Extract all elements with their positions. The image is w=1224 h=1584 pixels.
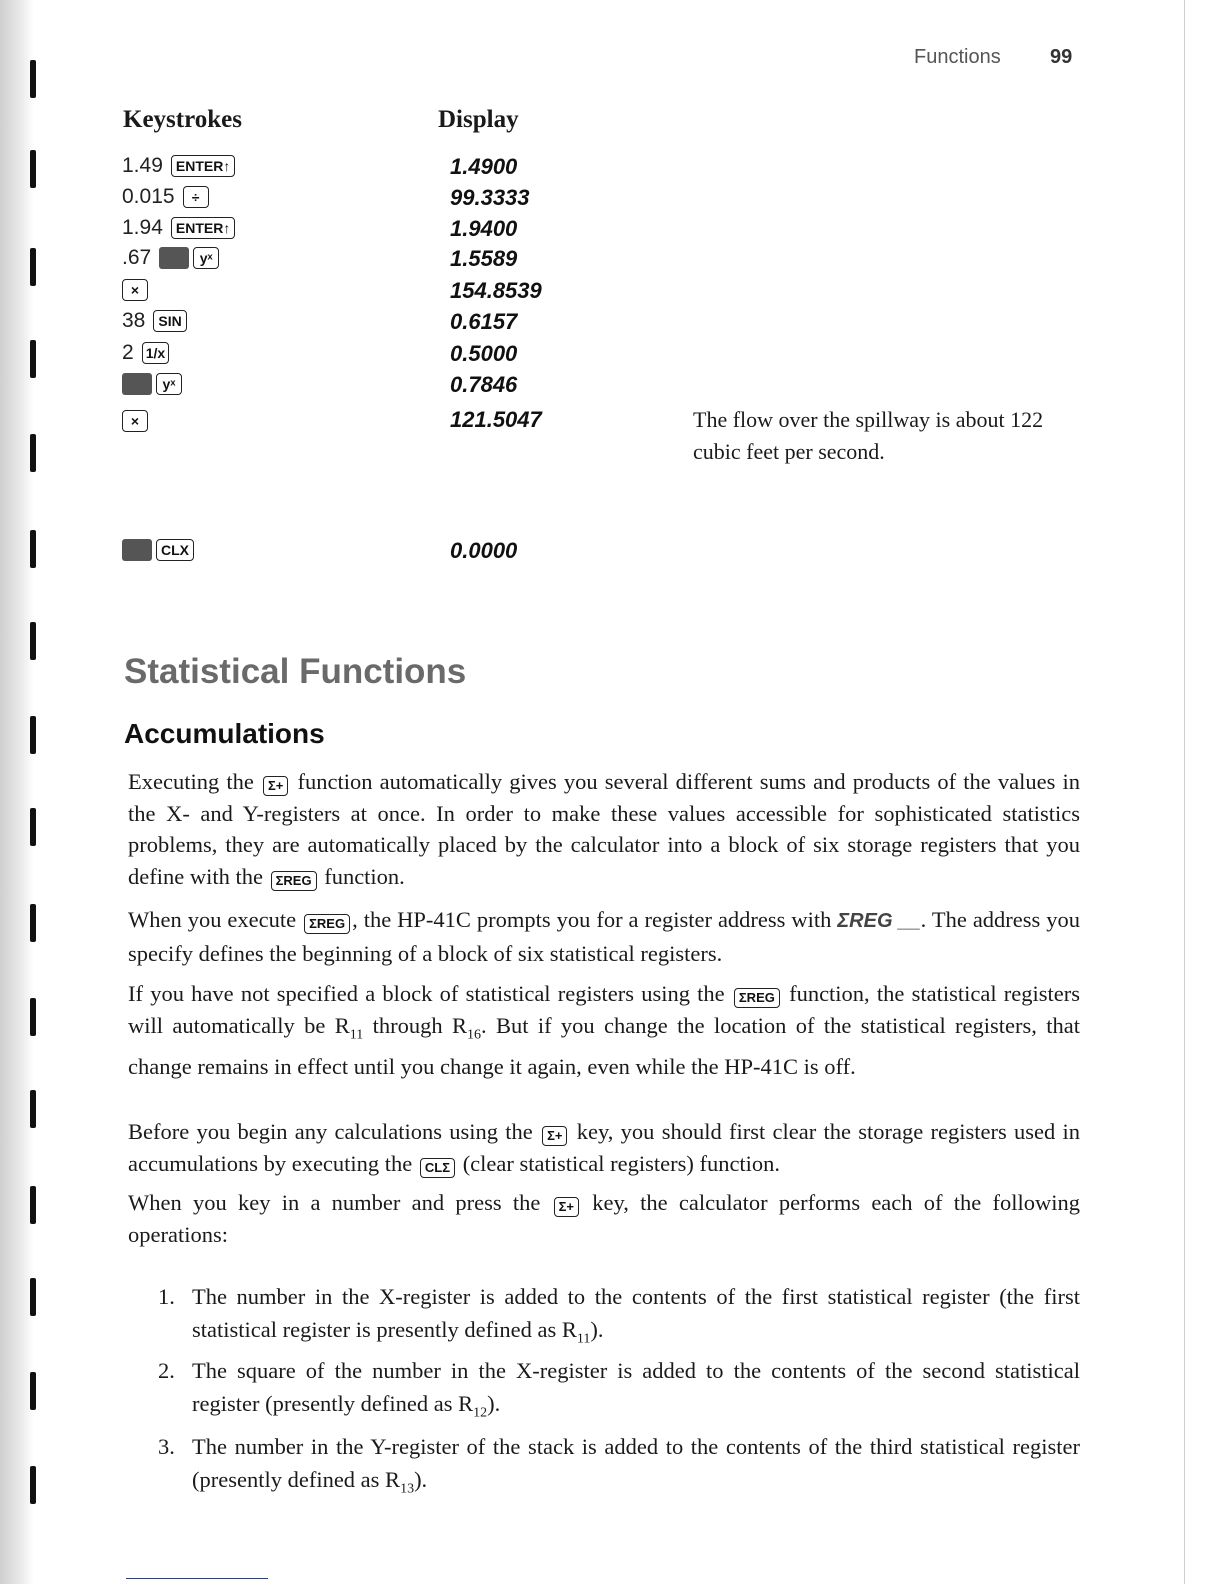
sin-key: SIN <box>153 310 186 332</box>
display-value: 0.0000 <box>450 538 518 563</box>
keystroke-row <box>122 214 239 242</box>
divide-key: ÷ <box>183 186 209 208</box>
display-value: 0.6157 <box>450 309 518 334</box>
text: . The address you specify defines the beginning of a block of six statistical registers. <box>128 907 1081 966</box>
display-heading: Display <box>438 106 519 133</box>
text: ). <box>487 1391 501 1416</box>
binding-hole <box>30 1372 36 1410</box>
text: If you have not specified a block of statistical registers using the <box>128 981 725 1006</box>
display-value: 154.8539 <box>450 278 542 303</box>
text: key, you should first clear the storage registers used in accumulations by executing the <box>128 1119 1080 1176</box>
display-value: 1.4900 <box>450 154 518 179</box>
text: When you execute <box>128 907 297 932</box>
clx-key: CLX <box>156 539 194 561</box>
text: Before you begin any calculations using the <box>128 1119 533 1144</box>
subscript: 12 <box>473 1405 488 1421</box>
sigma-plus-key: Σ+ <box>263 776 288 796</box>
multiply-key: × <box>122 410 148 432</box>
binding-hole <box>30 808 36 846</box>
display-value: 0.5000 <box>450 341 518 366</box>
subscript: 11 <box>576 1331 591 1347</box>
keystroke-number: .67 <box>122 246 152 269</box>
subsection-title: Accumulations <box>124 718 325 749</box>
display-value: 99.3333 <box>450 185 530 210</box>
list-item <box>158 1430 1080 1506</box>
binding-hole <box>30 1278 36 1316</box>
keystroke-row <box>122 307 191 335</box>
list-item <box>158 1354 1080 1430</box>
list-text <box>192 1354 1080 1430</box>
paragraph <box>128 1116 1080 1179</box>
clear-sigma-key: CLΣ <box>420 1158 455 1178</box>
binding-hole <box>30 340 36 378</box>
keystroke-number: 1.94 <box>122 216 163 239</box>
subscript: 13 <box>400 1481 415 1497</box>
display-value: 121.5047 <box>450 407 542 432</box>
shift-key-icon <box>122 539 152 561</box>
text: (clear statistical registers) function. <box>462 1150 781 1176</box>
text: The square of the number in the X-register is added to the contents of the second statistical register (presently defined as R <box>192 1358 1080 1416</box>
keystroke-row <box>122 152 239 180</box>
y-power-x-key: yˣ <box>193 247 219 269</box>
section-title: Statistical Functions <box>124 652 467 691</box>
binding-hole <box>30 622 36 660</box>
text: The number in the Y-register of the stack is added to the contents of the third statistical register (presently defined as R <box>192 1434 1080 1492</box>
text: through R <box>363 1012 467 1038</box>
keystroke-row <box>122 370 186 398</box>
list-text <box>192 1280 1080 1356</box>
paragraph <box>128 766 1080 892</box>
binding-hole <box>30 434 36 472</box>
y-power-x-key: yˣ <box>156 373 182 395</box>
keystroke-number: 0.015 <box>122 185 175 208</box>
text: function. <box>324 863 405 889</box>
text: ). <box>590 1317 604 1342</box>
text: Executing the <box>128 769 254 794</box>
list-number: 1. <box>158 1284 175 1309</box>
sigma-plus-key: Σ+ <box>542 1126 567 1146</box>
text: , the HP-41C prompts you for a register address with <box>352 907 832 932</box>
binding-hole <box>30 904 36 942</box>
paragraph <box>128 904 1080 969</box>
keystroke-row <box>122 276 152 304</box>
binding-hole <box>30 998 36 1036</box>
page-number: 99 <box>1050 46 1073 68</box>
paragraph <box>128 1187 1080 1250</box>
result-note: The flow over the spillway is about 122 cubic feet per second. <box>693 407 1044 464</box>
text: When you key in a number and press the <box>128 1190 541 1215</box>
text: function automatically gives you several different sums and products of the values in the X- and Y-registers at once. In order to make these values accessible for sophisticated statistics problems, they are automatically placed by the calculator into a block of six storage registers that you define with the <box>128 769 1081 889</box>
text: key, the calculator performs each of the following operations: <box>128 1190 1080 1247</box>
sigma-plus-key: Σ+ <box>554 1197 579 1217</box>
subscript: 16 <box>466 1027 481 1042</box>
enter-key: ENTER↑ <box>171 217 235 239</box>
text: function, the statistical registers will automatically be R <box>128 981 1081 1038</box>
running-head <box>914 46 1073 69</box>
multiply-key: × <box>122 279 148 301</box>
display-value: 0.7846 <box>450 372 518 397</box>
keystroke-row <box>122 339 173 367</box>
list-number: 2. <box>158 1358 175 1383</box>
binding-hole <box>30 1466 36 1504</box>
binding-hole <box>30 716 36 754</box>
keystroke-number: 38 <box>122 309 146 332</box>
paragraph <box>128 978 1080 1082</box>
keystroke-row <box>122 536 198 564</box>
sigma-reg-key: ΣREG <box>271 871 317 891</box>
footnote-rule <box>126 1578 268 1579</box>
shift-key-icon <box>159 247 189 269</box>
binding-hole <box>30 1186 36 1224</box>
keystrokes-heading: Keystrokes <box>123 106 242 133</box>
display-value: 1.9400 <box>450 216 518 241</box>
list-item <box>158 1280 1080 1356</box>
binding-hole <box>30 248 36 286</box>
shift-key-icon <box>122 373 152 395</box>
binding-hole <box>30 150 36 188</box>
page-edge <box>1184 0 1185 1584</box>
keystroke-row <box>122 244 223 272</box>
text: ). <box>414 1467 428 1492</box>
list-text <box>192 1430 1080 1506</box>
sigma-reg-prompt: ΣREG __ <box>837 910 921 932</box>
binding-hole <box>30 530 36 568</box>
keystroke-number: 1.49 <box>122 154 163 177</box>
sigma-reg-key: ΣREG <box>734 988 780 1008</box>
list-number: 3. <box>158 1434 175 1459</box>
binding-edge <box>0 0 34 1584</box>
subscript: 11 <box>349 1027 364 1042</box>
keystroke-number: 2 <box>122 341 134 364</box>
sigma-reg-key: ΣREG <box>304 914 350 934</box>
keystroke-row <box>122 407 152 435</box>
binding-hole <box>30 60 36 98</box>
text: The number in the X-register is added to the contents of the first statistical register (the first statistical register is presently defined as R <box>192 1284 1080 1342</box>
running-head-section: Functions <box>914 46 1001 68</box>
enter-key: ENTER↑ <box>171 155 235 177</box>
binding-hole <box>30 1090 36 1128</box>
reciprocal-key: 1/x <box>142 342 169 364</box>
text: . But if you change the location of the statistical registers, that change remains in effect until you change it again, even while the HP-41C is off. <box>128 1012 1080 1079</box>
display-value: 1.5589 <box>450 246 518 271</box>
keystroke-row <box>122 183 213 211</box>
